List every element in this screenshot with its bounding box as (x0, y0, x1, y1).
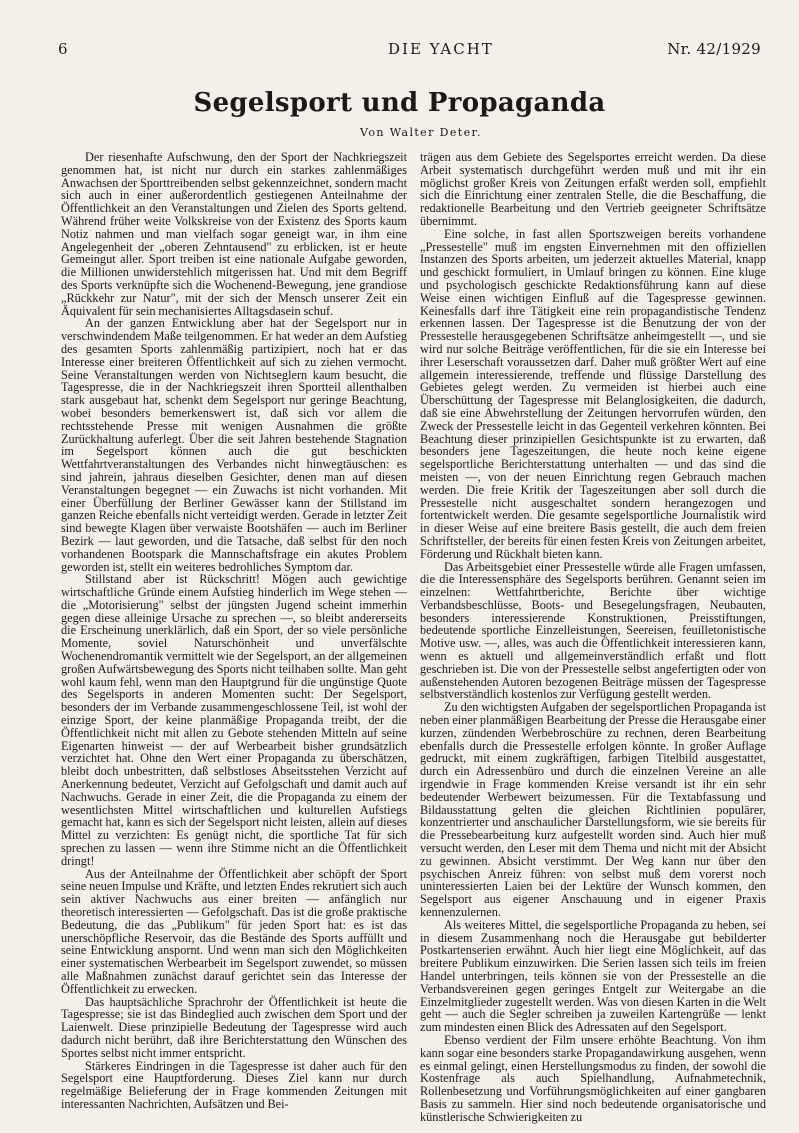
paragraph: Zu den wichtigsten Aufgaben der segelsportlichen Propaganda ist neben einer planmäßigen Bearbeitung der Presse die Herausgabe einer kurzen, zündenden Werbebroschüre zu rechnen, deren Bearbeitung ebenfalls durch die Pressestelle erfolgen könnte. In großer Auflage gedruckt, mit einem zugkräftigen, farbigen Titelbild ausgestattet, durch ein Adressenbüro und durch die einzelnen Vereine an alle irgendwie in Frage kommenden Kreise versandt ist ihr ein sehr bedeutender Werbewert beizumessen. Für die Textabfassung und Bildausstattung gelten die gleichen Richtlinien populärer, konzentrierter und anschaulicher Darstellungsform, wie sie bereits für die Pressebearbeitung kurz aufgestellt worden sind. Auch hier muß versucht werden, den Leser mit dem Thema und nicht mit der Absicht zu gewinnen. Absicht verstimmt. Der Weg kann nur über den psychischen Anreiz führen: von selbst muß dem vorerst noch uninteressierten Laien bei der Lektüre der Wunsch kommen, den Segelsport aus eigener Anschauung und in eigener Praxis kennenzulernen. (420, 700, 766, 920)
article-byline: Von Walter Deter. (360, 126, 482, 139)
page-number: 6 (58, 40, 68, 58)
paragraph: Eine solche, in fast allen Sportszweigen bereits vorhandene „Pressestelle" muß im engsten Einvernehmen mit den offiziellen Instanzen des Sports arbeiten, um jederzeit aktuelles Material, knapp und geschickt formuliert, in Umlauf bringen zu können. Eine kluge und psychologisch geschickte Redaktionsführung kann auf diese Weise einen wichtigen Einfluß auf die Tagespresse gewinnen. Keinesfalls darf ihre Tätigkeit eine rein propagandistische Tendenz erkennen lassen. Der Tagespresse ist die Benutzung der von der Pressestelle herausgegebenen Schriftsätze anheimgestellt —, und sie wird nur solche Beiträge veröffentlichen, für die sie ein Interesse bei ihrer Leserschaft voraussetzen darf. Daher muß größter Wert auf eine allgemein interessierende, treffende und flüssige Darstellung des Gebietes gelegt werden. Zu vermeiden ist hierbei auch eine Überschüttung der Tagespresse mit Belanglosigkeiten, die dadurch, daß sie eine Abwehrstellung der Zeitungen hervorrufen würden, den Zweck der Pressestelle leicht in das Gegenteil verkehren könnten. Bei Beachtung dieser prinzipiellen Gesichtspunkte ist zu erwarten, daß besonders jene Tageszeitungen, die heute noch keine eigene segelsportliche Berichterstattung unterhalten — und das sind die meisten —, von der neuen Einrichtung regen Gebrauch machen werden. Die freie Kritik der Tageszeitungen aber soll durch die Pressestelle nicht ausgeschaltet sondern herangezogen und fortentwickelt werden. Die gesamte segelsportliche Journalistik wird in dieser Weise auf eine breitere Basis gestellt, die auch dem freien Schriftsteller, der bereits für einen festen Kreis von Zeitungen arbeitet, Förderung und Rückhalt bieten kann. (420, 226, 766, 561)
left-column (61, 151, 407, 1111)
paragraph: Als weiteres Mittel, die segelsportliche Propaganda zu heben, sei in diesem Zusammenhang noch die Herausgabe gut bebilderter Postkartenserien erwähnt. Auch hier liegt eine Möglichkeit, auf das breitere Publikum einzuwirken. Die Serien lassen sich teils im freien Handel unterbringen, teils können sie von der Pressestelle an die Verbandsvereinen gegen geringes Entgelt zur Weitergabe an die Einzelmitglieder zugestellt werden. Was von diesen Karten in die Welt geht — auch die Segler schreiben ja zuweilen Kartengrüße — lenkt zum mindesten einen Blick des Adressaten auf den Segelsport. (420, 917, 766, 1035)
paragraph: trägen aus dem Gebiete des Segelsportes erreicht werden. Da diese Arbeit systematisch durchgeführt werden muß und mit ihr ein möglichst großer Kreis von Zeitungen erfaßt werden soll, empfiehlt sich die Einrichtung einer zentralen Stelle, die die Beschaffung, die redaktionelle Bearbeitung und den Vertrieb geeigneter Schriftsätze übernimmt. (420, 150, 766, 228)
paragraph: Der riesenhafte Aufschwung, den der Sport der Nachkriegszeit genommen hat, ist nicht nur durch ein starkes zahlenmäßiges Anwachsen der Sporttreibenden selbst gekennzeichnet, sondern macht sich auch in einer außerordentlich gestiegenen Anteilnahme der Öffentlichkeit an den Veranstaltungen und Zielen des Sports geltend. Während früher weite Volkskreise von der Existenz des Sports kaum Notiz nahmen und man vielfach sogar geneigt war, in ihm eine Angelegenheit der „oberen Zehntausend" zu erblicken, ist er heute Gemeingut aller. Sport treiben ist eine nationale Aufgabe geworden, die Millionen unwiderstehlich mitgerissen hat. Und mit dem Begriff des Sports verknüpfte sich die Wochenend-Bewegung, jene grandiose „Rückkehr zur Natur", mit der sich der Mensch unserer Zeit ein Äquivalent für sein mechanisiertes Alltagsdasein schuf. (61, 150, 407, 318)
paragraph: An der ganzen Entwicklung aber hat der Segelsport nur in verschwindendem Maße teilgenommen. Er hat weder an dem Aufstieg des gesamten Sports zahlenmäßig partizipiert, noch hat er das Interesse einer breiteren Öffentlichkeit auf sich zu ziehen vermocht. Seine Veranstaltungen werden von Nichtseglern kaum besucht, die Tagespresse, die in der Nachkriegszeit ihren Sportteil allenthalben stark ausgebaut hat, schenkt dem Segelsport nur geringe Beachtung, wobei besonders bemerkenswert ist, daß sich vor allem die rechtsstehende Presse mit wenigen Ausnahmen die größte Zurückhaltung auferlegt. Über die seit Jahren bestehende Stagnation im Segelsport können auch die gut beschickten Wettfahrtveranstaltungen des Verbandes nicht hinwegtäuschen: es sind jahrein, jahraus dieselben Gesichter, denen man auf diesen Veranstaltungen begegnet — ein Zuwachs ist nicht vorhanden. Mit einer Überfüllung der Berliner Gewässer kann der Stillstand im ganzen Reiche ebenfalls nicht verteidigt werden. Gerade in letzter Zeit sind bewegte Klagen über verwaiste Bootshäfen — auch im Berliner Bezirk — laut geworden, und die Tatsache, daß selbst für den noch vorhandenen Bootspark die Mannschaftsfrage ein akutes Problem geworden ist, stellt ein weiteres bedrohliches Symptom dar. (61, 316, 407, 574)
paragraph: Das Arbeitsgebiet einer Pressestelle würde alle Fragen umfassen, die die Interessensphäre des Segelsports berühren. Genannt seien im einzelnen: Wettfahrtberichte, Berichte über wichtige Verbandsbeschlüsse, Boots- und Besegelungsfragen, Neubauten, besonders interessierende Konstruktionen, Preisstiftungen, bedeutende sportliche Einzelleistungen, Seereisen, feuilletonistische Motive usw. —, alles, was auch die Öffentlichkeit interessieren kann, wenn es aktuell und allgemeinverständlich erfaßt und flott geschrieben ist. Die von der Pressestelle selbst angefertigten oder von außenstehenden Autoren bezogenen Beiträge müssen der Tagespresse selbstverständlich kostenlos zur Verfügung gestellt werden. (420, 559, 766, 702)
paragraph: Stillstand aber ist Rückschritt! Mögen auch gewichtige wirtschaftliche Gründe einem Aufstieg hinderlich im Wege stehen — die „Motorisierung" selbst der jüngsten Jugend scheint immerhin gegen diese alleinige Ursache zu sprechen —, so bleibt andererseits die Erscheinung unerklärlich, daß ein Sport, der so viele persönliche Momente, soviel Naturschönheit und unverfälschte Wochenendromantik vermittelt wie der Segelsport, an der allgemeinen großen Aufwärtsbewegung des Sports nicht teilhaben sollte. Man geht wohl kaum fehl, wenn man den Hauptgrund für die ungünstige Quote des Segelsports in anderen Momenten sucht: Der Segelsport, besonders der im Verbande zusammengeschlossene Teil, ist wohl der einzige Sport, der keine planmäßige Propaganda treibt, der die Öffentlichkeit nicht mit allen zu Gebote stehenden Mitteln auf seine Eigenarten hinweist — der auf Werbearbeit bisher grundsätzlich verzichtet hat. Ohne den Wert einer Propaganda zu überschätzen, bleibt doch unbestritten, daß selbstloses Abseitsstehen Verzicht auf Anerkennung bedeutet, Verzicht auf Gefolgschaft und damit auch auf Nachwuchs. Gerade in einer Zeit, die die Propaganda zu einem der wesentlichsten Mittel wirtschaftlichen und kulturellen Aufstiegs gemacht hat, kann es sich der Segelsport nicht leisten, allein auf dieses Mittel zu verzichten: Es genügt nicht, die sportliche Tat für sich sprechen zu lassen — wenn ihre Stimme nicht an die Öffentlichkeit dringt! (61, 572, 407, 868)
magazine-name: DIE YACHT (388, 40, 494, 58)
paragraph: Aus der Anteilnahme der Öffentlichkeit aber schöpft der Sport seine neuen Impulse und Kräfte, und letzten Endes rekrutiert sich auch sein aktiver Nachwuchs aus einer breiten — anfänglich nur theoretisch interessierten — Gefolgschaft. Das ist die große praktische Bedeutung, die das „Publikum" für jeden Sport hat: es ist das unerschöpfliche Reservoir, das die Bestände des Sports auffüllt und seine Entwicklung anspornt. Und wenn man sich den Möglichkeiten einer systematischen Werbearbeit im Segelsport zuwendet, so müssen alle Maßnahmen zunächst darauf gerichtet sein das Interesse der Öffentlichkeit zu erwecken. (61, 866, 407, 996)
paragraph: Stärkeres Eindringen in die Tagespresse ist daher auch für den Segelsport eine Hauptforderung. Dieses Ziel kann nur durch regelmäßige Belieferung der in Frage kommenden Zeitungen mit interessanten Nachrichten, Aufsätzen und Bei- (61, 1058, 407, 1111)
issue-number: Nr. 42/1929 (667, 40, 761, 58)
paragraph: Ebenso verdient der Film unsere erhöhte Beachtung. Von ihm kann sogar eine besonders starke Propagandawirkung ausgehen, wenn es einmal gelingt, einen Herstellungsmodus zu finden, der sowohl die Kostenfrage als auch Spielhandlung, Aufnahmetechnik, Rollenbesetzung und Vorführungsmöglichkeiten auf einer gangbaren Basis zu sammeln. Hier sind noch bedeutende organisatorische und künstlerische Schwierigkeiten zu (420, 1032, 766, 1124)
article-title: Segelsport und Propaganda (193, 88, 606, 118)
paragraph: Das hauptsächliche Sprachrohr der Öffentlichkeit ist heute die Tagespresse; sie ist das Bindeglied auch zwischen dem Sport und der Laienwelt. Diese prinzipielle Bedeutung der Tagespresse wird auch dadurch nicht berührt, daß ihre Berichterstattung den Wünschen des Sportes selbst nicht immer entspricht. (61, 994, 407, 1060)
right-column (420, 150, 766, 1124)
